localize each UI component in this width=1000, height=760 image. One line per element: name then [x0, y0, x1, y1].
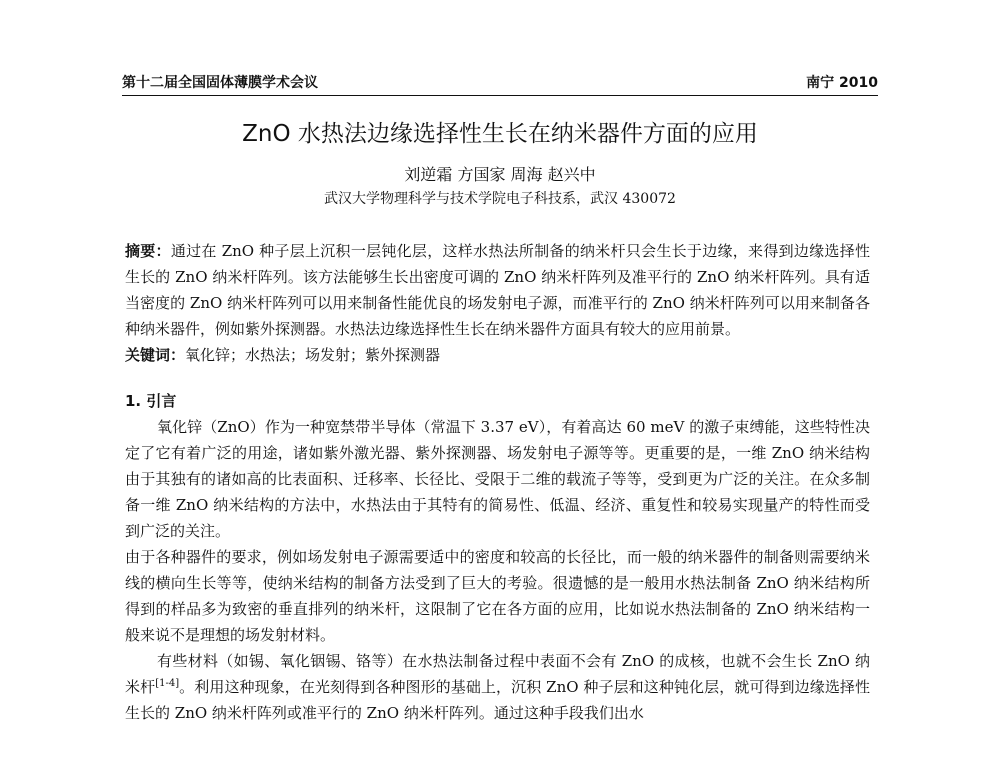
conference-place-year: 南宁 2010 [806, 75, 878, 91]
paper-title: ZnO 水热法边缘选择性生长在纳米器件方面的应用 [242, 121, 758, 147]
paragraph-3-text-b: 。利用这种现象，在光刻得到各种图形的基础上，沉积 ZnO 种子层和这种钝化层，就可得到边缘选择性生长的 ZnO 纳米杆阵列或准平行的 ZnO 纳米杆阵列。通过这种手段我们出水 [125, 678, 870, 722]
paragraph-2: 由于各种器件的要求，例如场发射电子源需要适中的密度和较高的长径比，而一般的纳米器件的制备则需要纳米线的横向生长等等，使纳米结构的制备方法受到了巨大的考验。很遗憾的是一般用水热法制备 ZnO 纳米结构所得到的样品多为致密的垂直排列的纳米杆，这限制了它在各方面的应用，比如说水热法制备的 ZnO 纳米结构一般来说不是理想的场发射材料。 [125, 548, 870, 644]
conference-name: 第十二届全国固体薄膜学术会议 [122, 75, 318, 91]
section-heading-introduction: 1. 引言 [125, 392, 177, 410]
paragraph-3-text-a: 有些材料（如锡、氧化铟锡、铬等）在水热法制备过程中表面不会有 ZnO 的成核，也就不会生长 ZnO 纳米杆 [125, 652, 870, 696]
abstract [125, 238, 870, 342]
keywords-label: 关键词： [125, 346, 186, 364]
header-rule [122, 95, 878, 96]
paper-body [125, 238, 870, 726]
affiliation: 武汉大学物理科学与技术学院电子科技系，武汉 430072 [324, 191, 676, 207]
citation-ref: [1-4] [155, 678, 180, 689]
author-list: 刘逆霜 方国家 周海 赵兴中 [404, 165, 596, 184]
keywords-text: 氧化锌；水热法；场发射；紫外探测器 [185, 346, 441, 364]
running-header [122, 72, 878, 96]
abstract-text: 通过在 ZnO 种子层上沉积一层钝化层，这样水热法所制备的纳米杆只会生长于边缘，来得到边缘选择性生长的 ZnO 纳米杆阵列。该方法能够生长出密度可调的 ZnO 纳米杆阵列及准平行的 ZnO 纳米杆阵列。具有适当密度的 ZnO 纳米杆阵列可以用来制备性能优良的场发射电子源，而准平行的 ZnO 纳米杆阵列可以用来制备各种纳米器件，例如紫外探测器。水热法边缘选择性生长在纳米器件方面具有较大的应用前景。 [125, 242, 870, 338]
paragraph-3 [125, 648, 870, 726]
abstract-label: 摘要： [125, 242, 171, 260]
paragraph-1: 氧化锌（ZnO）作为一种宽禁带半导体（常温下 3.37 eV），有着高达 60 meV 的激子束缚能，这些特性决定了它有着广泛的用途，诸如紫外激光器、紫外探测器、场发射电子源等等。更重要的是，一维 ZnO 纳米结构由于其独有的诸如高的比表面积、迁移率、长径比、受限于二维的载流子等等，受到更为广泛的关注。在众多制备一维 ZnO 纳米结构的方法中，水热法由于其特有的简易性、低温、经济、重复性和较易实现量产的特性而受到广泛的关注。 [125, 418, 870, 540]
keywords [125, 342, 870, 368]
